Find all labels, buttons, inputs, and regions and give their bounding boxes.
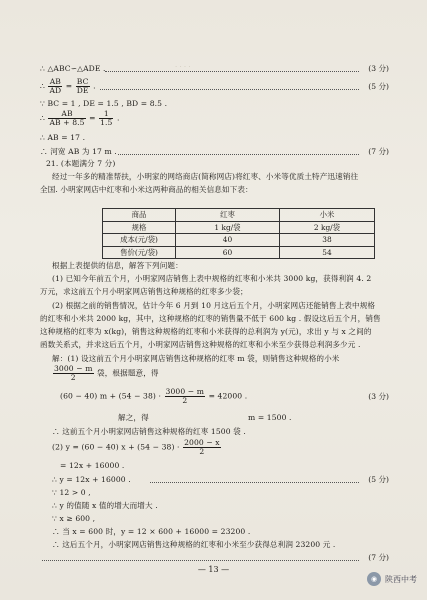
solution-line: m = 1500 . <box>248 413 292 422</box>
question-text: (2) 根据之前的销售情况，估计今年 6 月到 10 月这后五个月，小明家网店还能销售上表中规格 <box>52 301 376 310</box>
solution-fraction-line: $\frac{3000 - m}{2}$ 袋，根据题意，得 <box>54 364 159 382</box>
table-cell: 1 kg/袋 <box>176 221 280 234</box>
table-row <box>103 234 375 247</box>
dotted-leader <box>150 482 359 483</box>
bleed-through-text: · · · · <box>175 63 191 71</box>
question-text: 函数关系式，并求这后五个月，小明家网店销售这种规格的红枣和小米至少获得总利润多少元 . <box>40 340 361 349</box>
table-cell: 38 <box>280 234 375 247</box>
score-mark: (3 分) <box>368 392 389 401</box>
solution-line: ∴ 这后五个月，小明家网店销售这种规格的红枣和小米至少获得总利润 23200 元 . <box>52 540 336 549</box>
score-mark: (3 分) <box>368 64 389 73</box>
table-cell: 60 <box>176 246 280 259</box>
solution-line: ∴ y 的值随 x 值的增大而增大 . <box>52 501 158 510</box>
solution-line: ∴ y = 12x + 16000 . <box>52 475 131 484</box>
solution-line: ∵ x ≥ 600 , <box>52 514 96 523</box>
proof-line: ∴ AB = 17 . <box>40 133 86 142</box>
solution-line: 解之，得 <box>118 413 149 422</box>
table-cell: 40 <box>176 234 280 247</box>
question-text: 万元，求这前五个月小明家网店销售这种规格的红枣多少袋； <box>40 287 248 296</box>
watermark-text: 陕西中考 <box>385 574 417 584</box>
watermark <box>367 572 417 586</box>
solution-line: ∴ 这前五个月小明家网店销售这种规格的红枣 1500 袋 . <box>52 427 246 436</box>
solution-line: ∴ 当 x = 600 时，y = 12 × 600 + 16000 = 23200 . <box>52 527 251 536</box>
table-cell: 成本(元/袋) <box>103 234 176 247</box>
proof-line: ∴ △ABC∽△ADE . <box>40 64 106 73</box>
score-mark: (5 分) <box>368 475 389 484</box>
table-header-cell: 红枣 <box>176 209 280 222</box>
solution-line: ∵ 12 > 0 , <box>52 488 91 497</box>
question-text: 的红枣和小米共 2000 kg，其中，这种规格的红枣的销售量不低于 600 kg . 假设这后五个月，销售 <box>40 314 381 323</box>
table-header-cell: 小米 <box>280 209 375 222</box>
dotted-leader <box>42 560 359 561</box>
table-header-row <box>103 209 375 222</box>
question-header: 21. (本题满分 7 分) <box>46 159 116 168</box>
table-row <box>103 246 375 259</box>
table-cell: 54 <box>280 246 375 259</box>
dotted-leader <box>105 71 359 72</box>
solution-fraction-line: (60 − 40) m + (54 − 38) · $\frac{3000 - m}{2}$ = 42000 . <box>60 387 248 405</box>
score-mark: (7 分) <box>368 147 389 156</box>
score-mark: (7 分) <box>368 553 389 562</box>
page-number: — 13 — <box>197 565 230 574</box>
dotted-leader <box>100 89 359 90</box>
solution-fraction-line: (2) y = (60 − 40) x + (54 − 38) · $\frac{2000 - x}{2}$ <box>52 438 220 456</box>
table-header-cell: 商品 <box>103 209 176 222</box>
question-text: 全国. 小明家网店中红枣和小米这两种商品的相关信息如下表： <box>40 185 253 194</box>
product-info-table <box>102 208 375 259</box>
proof-fraction-line: ∴ $\frac{AB}{AB + 8.5}$ = $\frac{1}{1.5}$ . <box>40 109 120 127</box>
table-cell: 售价(元/袋) <box>103 246 176 259</box>
solution-line: = 12x + 16000 . <box>60 461 125 470</box>
question-text: 这种规格的红枣为 x(kg)，销售这种规格的红枣和小米获得的总利润为 y(元)，求出 y 与 x 之间的 <box>40 327 372 336</box>
proof-line: ∵ BC = 1 , DE = 1.5 , BD = 8.5 . <box>40 99 168 108</box>
score-mark: (5 分) <box>368 82 389 91</box>
solution-line: 解：(1) 设这前五个月小明家网店销售这种规格的红枣 m 袋，则销售这种规格的小米 <box>52 354 340 363</box>
proof-fraction-line: ∴ $\frac{AB}{AD}$ = $\frac{BC}{DE}$ . <box>40 77 96 95</box>
question-text: (1) 已知今年前五个月，小明家网店销售上表中规格的红枣和小米共 3000 kg，获得利润 4. 2 <box>52 274 372 283</box>
question-text: 根据上表提供的信息，解答下列问题： <box>52 261 183 270</box>
dotted-leader <box>118 154 359 155</box>
table-cell: 2 kg/袋 <box>280 221 375 234</box>
question-text: 经过一年多的精准帮扶，小明家的网络商店(简称网店)将红枣、小米等优质土特产迅速销往 <box>52 172 359 181</box>
wechat-icon: ◉ <box>367 572 381 586</box>
table-cell: 规格 <box>103 221 176 234</box>
table-row <box>103 221 375 234</box>
proof-line: ∴ 河宽 AB 为 17 m . <box>40 147 117 156</box>
